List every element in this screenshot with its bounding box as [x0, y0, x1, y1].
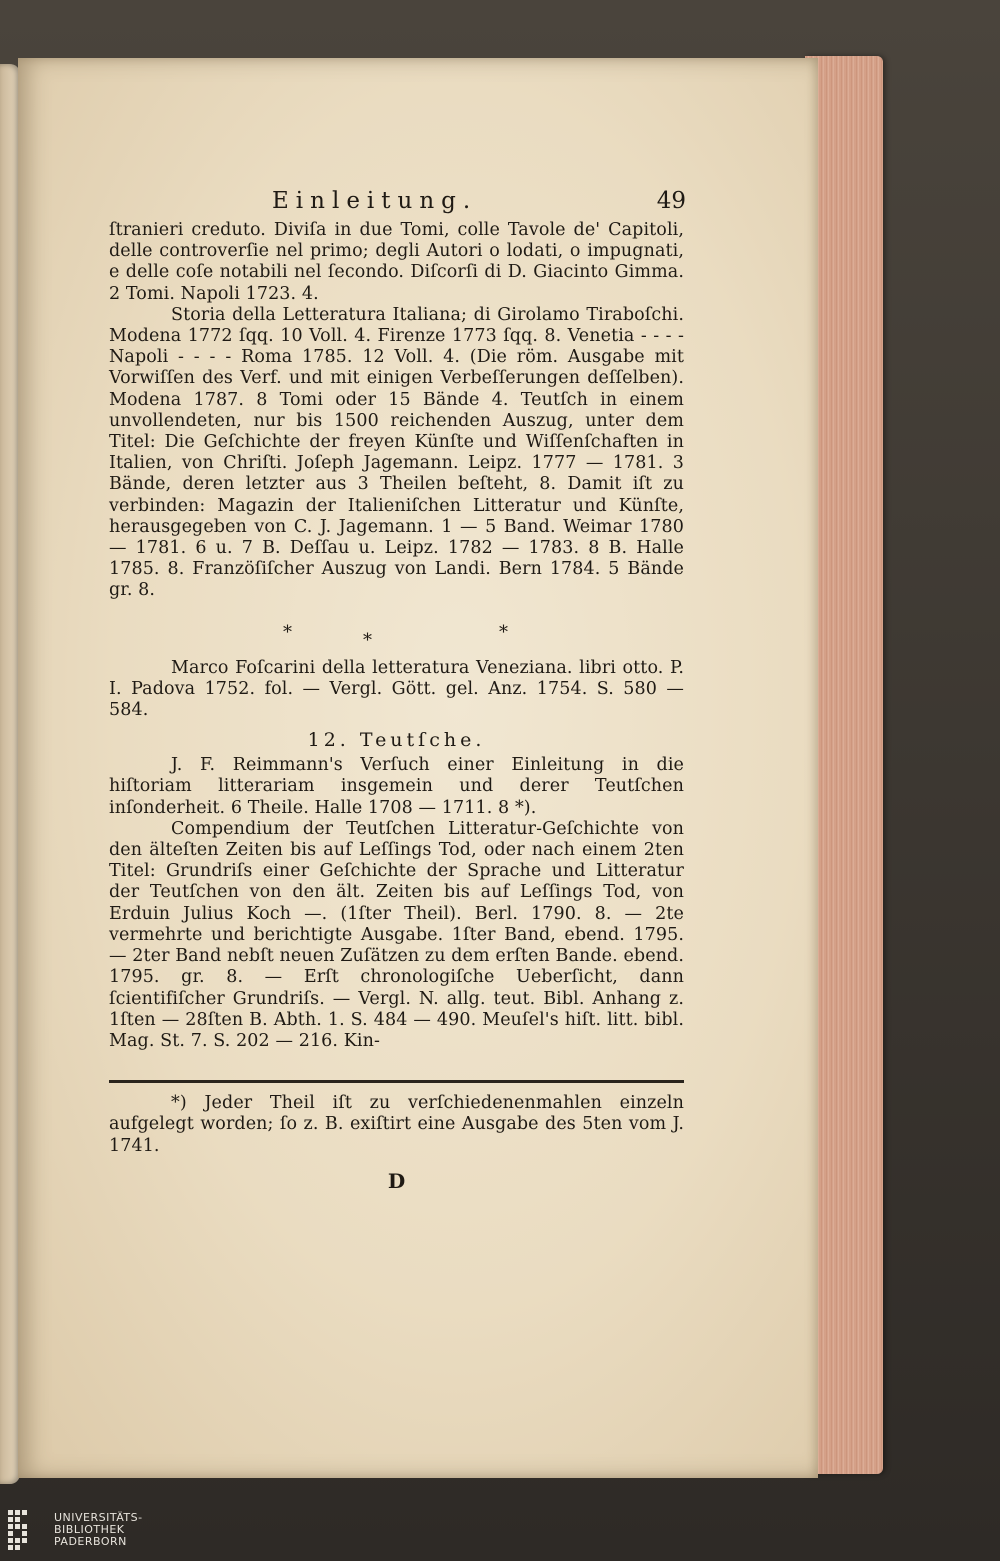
paragraph: ſtranieri creduto. Diviſa in due Tomi, colle Tavole de' Capitoli, delle controverſie nel primo; degli Autori o lodati, o impugnati, e delle coſe notabili nel ſecondo. Diſcorſi di D. Giacinto Gimma. 2 Tomi. Napoli 1723. 4. [109, 220, 684, 304]
library-logo-icon [6, 1508, 46, 1552]
page-content [109, 170, 684, 1193]
library-logo [6, 1506, 206, 1556]
paragraph: J. F. Reimmann's Verſuch einer Einleitung in die hiſtoriam litterariam insgemein und derer Teutſchen inſonderheit. 6 Theile. Halle 1708 — 1711. 8 *). [109, 755, 684, 818]
running-head-title: Einleitung. [272, 188, 478, 214]
paragraph: Compendium der Teutſchen Litteratur-Geſchichte von den älteſten Zeiten bis auf Leſſings Tod, oder nach einem 2ten Titel: Grundriſs einer Geſchichte der Sprache und Litteratur der Teutſchen von den ält. Zeiten bis auf Leſſings Tod, von Erduin Julius Koch —. (1ſter Theil). Berl. 1790. 8. — 2te vermehrte und berichtigte Ausgabe. 1ſter Band, ebend. 1795. — 2ter Band nebſt neuen Zuſätzen zu dem erſten Bande. ebend. 1795. gr. 8. — Erſt chronologiſche Ueberſicht, dann ſcientifiſcher Grundriſs. — Vergl. N. allg. teut. Bibl. Anhang z. 1ſten — 28ſten B. Abth. 1. S. 484 — 490. Meuſel's hiſt. litt. bibl. Mag. St. 7. S. 202 — 216. Kin- [109, 818, 685, 1051]
asterism-star: * [499, 621, 508, 643]
footnote-rule [109, 1080, 684, 1083]
asterism-star: * [283, 621, 292, 643]
section-heading: 12. Teutſche. [307, 729, 486, 752]
asterism [109, 612, 684, 658]
signature-mark: D [387, 1168, 406, 1193]
paragraph: Storia della Letteratura Italiana; di Girolamo Tiraboſchi. Modena 1772 ſqq. 10 Voll. 4. Firenze 1773 ſqq. 8. Venetia - - - - Napoli - - - - Roma 1785. 12 Voll. 4. (Die röm. Ausgabe mit Vorwiſſen des Verf. und mit einigen Verbeſſerungen deſſelben). Modena 1787. 8 Tomi oder 15 Bände 4. Teutſch in einem unvollendeten, nur bis 1500 reichenden Auszug, unter dem Titel: Die Geſchichte der freyen Künſte und Wiſſenſchaften in Italien, von Chriſti. Joſeph Jagemann. Leipz. 1777 — 1781. 3 Bände, deren letzter aus 3 Theilen beſteht, 8. Damit iſt zu verbinden: Magazin der Italieniſchen Litteratur und Künſte, herausgegeben von C. J. Jagemann. 1 — 5 Band. Weimar 1780 — 1781. 6 u. 7 B. Deſſau u. Leipz. 1782 — 1783. 8 B. Halle 1785. 8. Franzöſiſcher Auszug von Landi. Bern 1784. 5 Bände gr. 8. [109, 304, 684, 601]
paragraph: Marco Foſcarini della letteratura Veneziana. libri otto. P. I. Padova 1752. fol. — Vergl. Gött. gel. Anz. 1754. S. 580 — 584. [109, 657, 684, 721]
logo-line: UNIVERSITÄTS- [54, 1511, 143, 1524]
logo-line: PADERBORN [54, 1535, 127, 1548]
page-number: 49 [656, 188, 686, 214]
library-logo-text [54, 1512, 143, 1548]
footnote: *) Jeder Theil iſt zu verſchiedenenmahlen einzeln aufgelegt worden; ſo z. B. exiſtirt eine Ausgabe des 5ten vom J. 1741. [109, 1093, 684, 1156]
running-head [109, 170, 684, 220]
logo-line: BIBLIOTHEK [54, 1523, 125, 1536]
asterism-star: * [363, 629, 372, 651]
facing-page-edge [0, 64, 20, 1484]
